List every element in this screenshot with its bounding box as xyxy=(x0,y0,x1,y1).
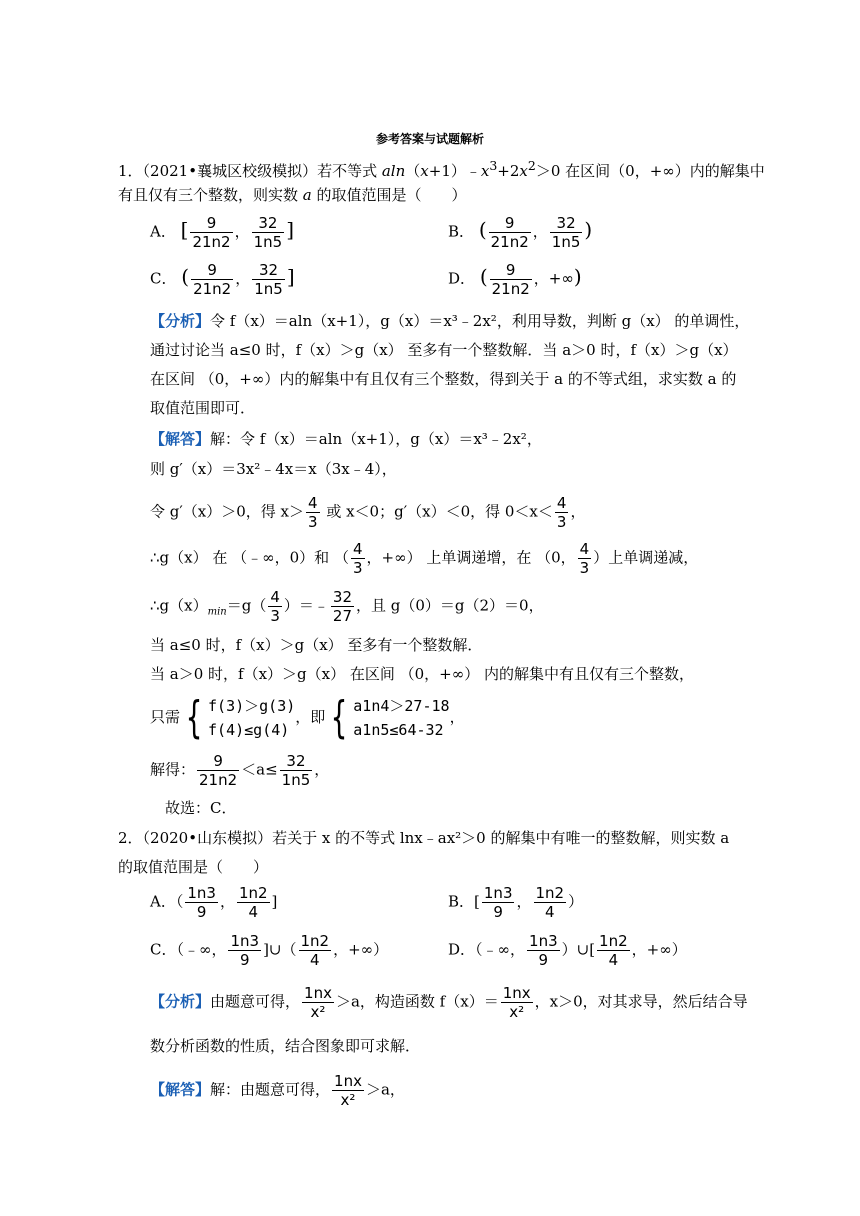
denominator: 3 xyxy=(556,513,567,531)
q1-option-b[interactable]: B． ( $\frac{9}{21n2}$ ， $\frac{32}{1n5}$ ) xyxy=(448,214,593,251)
numerator: 32 xyxy=(332,588,352,606)
text: ，即 xyxy=(295,708,326,726)
text: ∴g（x） xyxy=(150,596,208,615)
numerator: 9 xyxy=(490,261,532,280)
q2-analysis-line2: 数分析函数的性质，结合图象即可求解． xyxy=(150,1037,421,1055)
denominator: 21n2 xyxy=(193,280,232,298)
bracket: ( xyxy=(478,217,487,242)
bracket: ( xyxy=(181,264,190,289)
text: ，x＞0，对其求导，然后结合导 xyxy=(534,992,748,1011)
q1-analysis-line1 xyxy=(150,310,749,332)
denominator: x² xyxy=(509,1003,525,1021)
denominator: 9 xyxy=(538,951,549,969)
numerator: 4 xyxy=(556,494,567,512)
denominator: 1n5 xyxy=(551,233,581,251)
fraction xyxy=(280,752,313,789)
union: ）∪[ xyxy=(561,940,596,959)
q2-option-b[interactable]: B．[ $\frac{1n3}{9}$ ， $\frac{1n2}{4}$ ） xyxy=(448,884,584,921)
text: 解得： xyxy=(150,760,196,779)
numerator: 4 xyxy=(579,540,590,558)
numerator: 1nx xyxy=(334,1072,362,1090)
q1-solution-line8 xyxy=(150,690,465,744)
union: ]∪（ xyxy=(263,940,297,959)
denominator: 27 xyxy=(332,607,352,625)
q1-analysis-line4: 取值范围即可． xyxy=(150,399,256,417)
text: ，+∞） 上单调递增，在 （0， xyxy=(366,548,576,567)
option-label: C． xyxy=(150,269,177,288)
q2-solution-line1 xyxy=(150,1072,405,1109)
analysis-tag: 【分析】 xyxy=(150,312,211,330)
text: 解：由题意可得， xyxy=(210,1080,331,1099)
fraction xyxy=(252,261,285,298)
q2-number: 2． xyxy=(118,829,143,847)
fraction xyxy=(252,214,285,251)
denominator: 4 xyxy=(248,903,259,921)
solution-text: 解：令 f（x）＝aln（x+1），g（x）＝x³﹣2x²， xyxy=(210,430,542,448)
q1-solution-line1 xyxy=(150,428,542,450)
q1-solution-line2: 则 g′（x）＝3x²﹣4x＝x（3x﹣4）， xyxy=(150,460,397,478)
q1-source: （2021•襄城区校级模拟） xyxy=(142,162,318,180)
option-label: D． xyxy=(448,269,476,288)
bracket: ) xyxy=(584,217,593,242)
numerator: 32 xyxy=(252,214,285,233)
text: ， xyxy=(570,502,586,521)
fraction xyxy=(197,752,239,789)
denominator: 3 xyxy=(352,559,363,577)
q1-stem-text-b: 在区间（0，+∞）内的解集中 xyxy=(565,162,765,180)
fraction-4-3 xyxy=(306,494,320,531)
analysis-text: 令 f（x）＝aln（x+1），g（x）＝x³﹣2x²，利用导数，判断 g（x） 的单调性， xyxy=(210,312,750,330)
q1-solution-line6: 当 a≤0 时，f（x）＞g（x） 至多有一个整数解． xyxy=(150,636,483,654)
option-label: C．（﹣∞， xyxy=(150,940,227,959)
q1-stem-text-2: 有且仅有三个整数，则实数 xyxy=(118,186,303,204)
q2-option-d[interactable] xyxy=(448,932,687,969)
fraction xyxy=(228,932,261,969)
q1-solution-line9 xyxy=(150,752,329,789)
fraction xyxy=(237,884,270,921)
q1-answer: 故选：C． xyxy=(165,799,237,817)
fraction-4-3 xyxy=(578,540,592,577)
denominator: x² xyxy=(310,1003,326,1021)
denominator: 21n2 xyxy=(192,233,231,251)
q1-solution-line5 xyxy=(150,588,544,625)
numerator: 4 xyxy=(308,494,318,512)
numerator: 32 xyxy=(550,214,583,233)
denominator: 4 xyxy=(608,951,619,969)
q1-solution-line4 xyxy=(150,540,698,577)
denominator: 21n2 xyxy=(491,280,530,298)
bracket: ） xyxy=(568,892,584,911)
text: 只需 xyxy=(150,708,181,726)
bracket: ，+∞） xyxy=(333,940,389,959)
numerator: 1n2 xyxy=(238,884,268,902)
denominator: 9 xyxy=(196,903,207,921)
subscript: min xyxy=(207,606,227,618)
bracket: ] xyxy=(286,264,295,289)
denominator: 3 xyxy=(579,559,590,577)
numerator: 4 xyxy=(352,540,363,558)
q1-option-c[interactable]: C． ( $\frac{9}{21n2}$ ， $\frac{32}{1n5}$ ] xyxy=(150,261,295,298)
numerator: 4 xyxy=(270,588,280,606)
q2-stem-line1 xyxy=(118,827,729,849)
q1-stem-text-2b: 的取值范围是（ ） xyxy=(311,186,467,204)
bracket: ( xyxy=(479,264,488,289)
numerator: 9 xyxy=(191,261,233,280)
text: ＞a，构造函数 f（x）＝ xyxy=(335,992,499,1011)
fraction xyxy=(490,261,532,298)
bracket: ] xyxy=(271,892,278,911)
q1-stem-line1: 1．（2021•襄城区校级模拟）若不等式 $aln(x+1)﹣x^3+2x^2>0$ 在区间（0，+∞）内的解集中 xyxy=(118,158,765,180)
numerator: 9 xyxy=(197,752,239,771)
denominator: 21n2 xyxy=(199,771,238,789)
q1-solution-line3 xyxy=(150,494,585,531)
text: ∴g（x） 在 （﹣∞，0）和 （ xyxy=(150,548,349,567)
fraction xyxy=(489,214,531,251)
page-title: 参考答案与试题解析 xyxy=(375,132,484,146)
numerator: 9 xyxy=(489,214,531,233)
q1-analysis-line3: 在区间 （0，+∞）内的解集中有且仅有三个整数，得到关于 a 的不等式组，求实数 a 的 xyxy=(150,370,737,388)
denominator: 3 xyxy=(270,607,280,625)
numerator: 9 xyxy=(190,214,232,233)
q2-analysis-line1 xyxy=(150,984,748,1021)
fraction xyxy=(534,884,567,921)
denominator: 1n5 xyxy=(254,280,283,298)
system-line: a1n5≤64-32 xyxy=(353,721,444,739)
q1-solution-line7: 当 a＞0 时，f（x）＞g（x） 在区间 （0，+∞） 内的解集中有且仅有三个整数， xyxy=(150,665,695,683)
option-label: B．[ xyxy=(448,892,480,911)
numerator: 32 xyxy=(252,261,285,280)
q2-option-a[interactable]: A．（ $\frac{1n3}{9}$ ， $\frac{1n2}{4}$ ] xyxy=(150,884,278,921)
fraction xyxy=(597,932,630,969)
bracket: ] xyxy=(286,217,294,242)
option-label: B． xyxy=(448,222,475,241)
left-brace: { xyxy=(330,692,348,743)
system-line: f(4)≤g(4) xyxy=(208,721,290,739)
text: ＞a， xyxy=(365,1080,405,1099)
q1-stem-line2: 有且仅有三个整数，则实数 a 的取值范围是（ ） xyxy=(118,186,467,204)
text: ，且 g（0）＝g（2）＝0， xyxy=(356,596,544,615)
fraction-4-3 xyxy=(555,494,569,531)
q1-analysis-line2: 通过讨论当 a≤0 时，f（x）＞g（x） 至多有一个整数解．当 a＞0 时，f（x）＞g（x） xyxy=(150,341,738,359)
fraction xyxy=(527,932,560,969)
q1-stem-text: 若不等式 xyxy=(317,162,382,180)
numerator: 1n3 xyxy=(529,932,558,950)
numerator: 1nx xyxy=(502,984,531,1002)
option-label: A． xyxy=(150,222,176,241)
inequality-system-1 xyxy=(208,694,295,742)
text: ＝g（ xyxy=(226,596,267,615)
fraction-4-3 xyxy=(268,588,282,625)
fraction-32-27 xyxy=(331,588,354,625)
q2-option-c[interactable] xyxy=(150,932,388,969)
numerator: 1n3 xyxy=(187,884,216,902)
numerator: 32 xyxy=(280,752,313,771)
fraction-lnx-x2 xyxy=(501,984,533,1021)
text: 由题意可得， xyxy=(210,992,301,1011)
fraction xyxy=(185,884,218,921)
q1-number: 1． xyxy=(118,162,143,180)
option-label: A．（ xyxy=(150,892,184,911)
inequality-system-2 xyxy=(353,694,449,742)
fraction xyxy=(299,932,332,969)
denominator: x² xyxy=(340,1091,356,1109)
denominator: 9 xyxy=(493,903,503,921)
numerator: 1n2 xyxy=(599,932,628,950)
text: ）＝﹣ xyxy=(283,596,329,615)
bracket: [ xyxy=(180,217,189,242)
q2-source: （2020•山东模拟） xyxy=(142,829,273,847)
analysis-tag: 【分析】 xyxy=(150,992,211,1011)
option-label: D．（﹣∞， xyxy=(448,940,526,959)
q2-stem-line2: 的取值范围是（ ） xyxy=(118,858,269,876)
denominator: 1n5 xyxy=(253,233,283,251)
q1-option-d[interactable]: D． ( $\frac{9}{21n2}$ ，+∞) xyxy=(448,261,582,298)
denominator: 4 xyxy=(545,903,555,921)
left-brace: { xyxy=(185,692,203,743)
denominator: 1n5 xyxy=(281,771,311,789)
fraction-4-3 xyxy=(351,540,365,577)
denominator: 3 xyxy=(308,513,318,531)
q2-stem-text: 若关于 x 的不等式 lnx﹣ax²＞0 的解集中有唯一的整数解，则实数 a xyxy=(272,829,730,847)
numerator: 1n2 xyxy=(535,884,565,902)
numerator: 1n2 xyxy=(300,932,330,950)
denominator: 4 xyxy=(310,951,320,969)
fraction xyxy=(191,261,233,298)
fraction-lnx-x2 xyxy=(302,984,334,1021)
text: ）上单调递减， xyxy=(593,548,699,567)
q1-option-a[interactable]: A． [ $\frac{9}{21n2}$ ， $\frac{32}{1n5}$ ] xyxy=(150,214,294,251)
fraction-lnx-x2 xyxy=(332,1072,364,1109)
system-line: f(3)＞g(3) xyxy=(208,697,296,715)
system-line: a1n4＞27-18 xyxy=(353,697,450,715)
bracket: ) xyxy=(573,264,582,289)
fraction xyxy=(550,214,583,251)
solution-tag: 【解答】 xyxy=(150,430,211,448)
text: 令 g′（x）＞0，得 x＞ xyxy=(150,502,305,521)
infinity: +∞ xyxy=(548,269,574,288)
fraction xyxy=(190,214,232,251)
numerator: 1n3 xyxy=(483,884,513,902)
bracket: ，+∞） xyxy=(631,940,687,959)
solution-tag: 【解答】 xyxy=(150,1080,211,1099)
text: ， xyxy=(449,708,465,726)
numerator: 1n3 xyxy=(230,932,260,950)
denominator: 9 xyxy=(240,951,250,969)
denominator: 21n2 xyxy=(490,233,529,251)
text: ＜a≤ xyxy=(241,760,278,779)
text: ， xyxy=(314,760,330,779)
fraction xyxy=(482,884,515,921)
text: 或 x＜0；g′（x）＜0，得 0＜x＜ xyxy=(321,502,553,521)
numerator: 1nx xyxy=(304,984,332,1002)
